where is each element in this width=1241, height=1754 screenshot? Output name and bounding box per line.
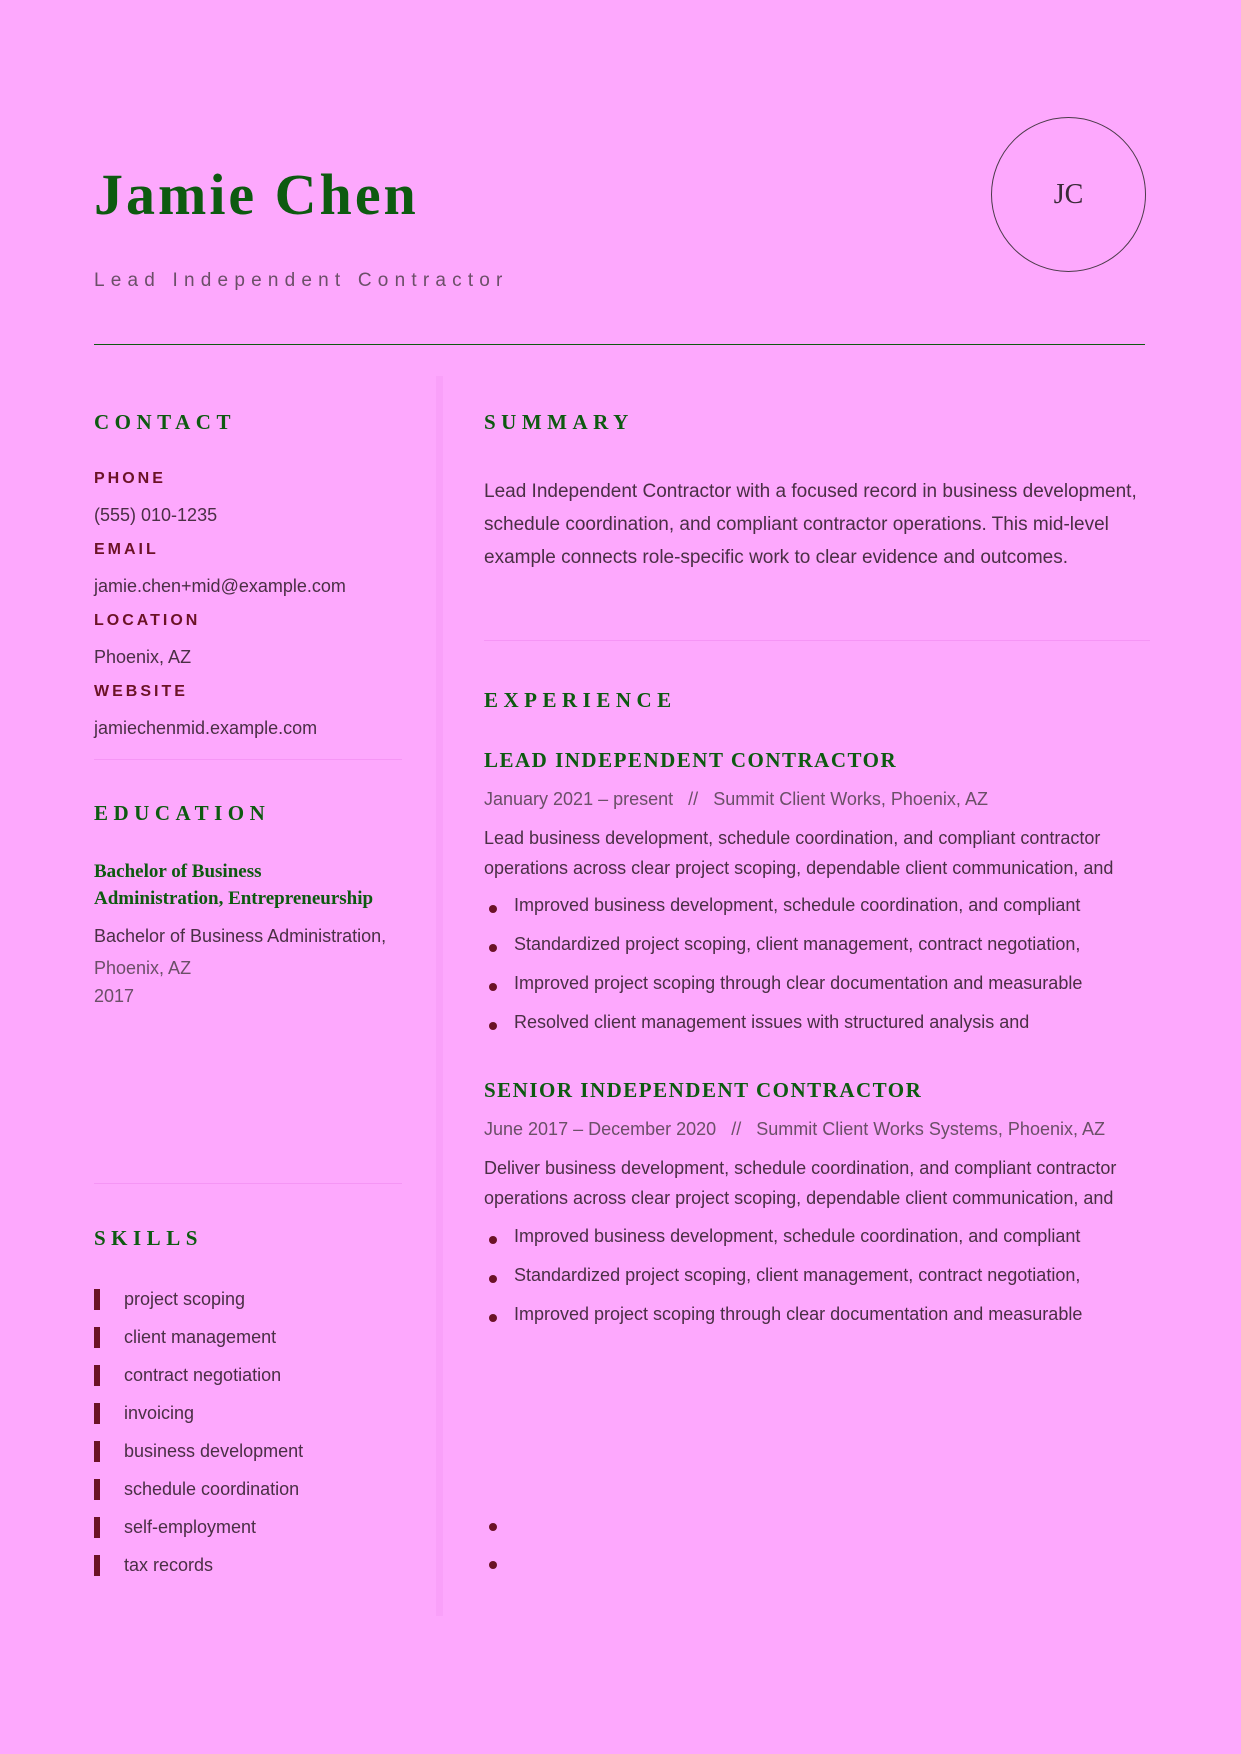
- bullet-text: Improved business development, schedule coordination, and compliant: [514, 896, 1081, 915]
- bullet-dot: [489, 1314, 497, 1322]
- job-title: SENIOR INDEPENDENT CONTRACTOR: [484, 1078, 923, 1102]
- education-location: Phoenix, AZ: [94, 958, 192, 978]
- bullet-item: [484, 974, 1154, 1013]
- job-title: LEAD INDEPENDENT CONTRACTOR: [484, 748, 898, 772]
- job-dates: January 2021 – present: [484, 789, 674, 809]
- skill-label: client management: [124, 1327, 277, 1347]
- bullet-item: [484, 935, 1154, 974]
- job-description: Lead business development, schedule coordination, and compliant contractor operations across clear project scoping, dependable client communication, and: [484, 828, 1114, 878]
- location-value: Phoenix, AZ: [94, 647, 192, 667]
- skill-item: [94, 1517, 303, 1555]
- contact-heading: CONTACT: [94, 410, 236, 434]
- bullet-text: Improved project scoping through clear documentation and measurable: [514, 1305, 1083, 1324]
- monogram-initials: JC: [1053, 178, 1084, 210]
- bullet-text: Standardized project scoping, client management, contract negotiation,: [514, 1266, 1081, 1285]
- column-divider: [436, 376, 443, 1616]
- email-value: jamie.chen+mid@example.com: [94, 576, 346, 596]
- phone-label: PHONE: [94, 470, 166, 487]
- empty-bullet-dot: [489, 1523, 497, 1531]
- empty-bullet-dot: [489, 1561, 497, 1569]
- skill-label: project scoping: [124, 1289, 246, 1309]
- bullet-dot: [489, 1275, 497, 1283]
- skills-list: [94, 1289, 303, 1593]
- skill-marker: [94, 1289, 100, 1310]
- bullet-item: [484, 1013, 1154, 1052]
- bullet-text: Resolved client management issues with structured analysis and: [514, 1013, 1030, 1032]
- education-year: 2017: [94, 986, 135, 1006]
- summary-text: Lead Independent Contractor with a focused record in business development, schedule coordination, and compliant contractor operations. This mid-level example connects role-specific work to clear evidence and outcomes.: [484, 481, 1137, 568]
- education-detail: Bachelor of Business Administration,: [94, 926, 387, 946]
- bullet-text: Standardized project scoping, client management, contract negotiation,: [514, 935, 1081, 954]
- experience-heading: EXPERIENCE: [484, 688, 677, 712]
- skill-marker: [94, 1441, 100, 1462]
- skill-item: [94, 1365, 303, 1403]
- skill-item: [94, 1403, 303, 1441]
- bullet-item: [484, 1305, 1154, 1344]
- job-company: Summit Client Works, Phoenix, AZ: [713, 789, 988, 809]
- bullet-text: Improved project scoping through clear documentation and measurable: [514, 974, 1083, 993]
- skill-marker: [94, 1479, 100, 1500]
- skill-item: [94, 1289, 303, 1327]
- skill-label: tax records: [124, 1555, 214, 1575]
- skill-label: contract negotiation: [124, 1365, 282, 1385]
- job-dates: June 2017 – December 2020: [484, 1119, 717, 1139]
- bullet-dot: [489, 905, 497, 913]
- job-company: Summit Client Works Systems, Phoenix, AZ: [756, 1119, 1105, 1139]
- bullet-item: [484, 1227, 1154, 1266]
- summary-heading: SUMMARY: [484, 410, 634, 434]
- bullet-dot: [489, 1022, 497, 1030]
- skill-marker: [94, 1555, 100, 1576]
- job-separator: //: [688, 789, 699, 809]
- skill-marker: [94, 1327, 100, 1348]
- skill-label: schedule coordination: [124, 1479, 300, 1499]
- education-heading: EDUCATION: [94, 801, 271, 825]
- bullet-text: Improved business development, schedule coordination, and compliant: [514, 1227, 1081, 1246]
- skill-label: business development: [124, 1441, 304, 1461]
- header-divider: [94, 344, 1145, 345]
- skill-label: self-employment: [124, 1517, 257, 1537]
- skill-marker: [94, 1517, 100, 1538]
- job-bullets: [484, 896, 1154, 1052]
- monogram-avatar: [991, 117, 1146, 272]
- job-separator: //: [731, 1119, 742, 1139]
- skill-item: [94, 1479, 303, 1517]
- skill-item: [94, 1441, 303, 1479]
- bullet-dot: [489, 1236, 497, 1244]
- skill-item: [94, 1555, 303, 1593]
- candidate-role: Lead Independent Contractor: [94, 270, 509, 291]
- job-meta: [484, 789, 988, 810]
- bullet-item: [484, 896, 1154, 935]
- skill-marker: [94, 1365, 100, 1386]
- education-degree: Bachelor of Business Administration, Entrepreneurship: [94, 861, 374, 909]
- skill-label: invoicing: [124, 1403, 195, 1423]
- skill-marker: [94, 1403, 100, 1424]
- job-description: Deliver business development, schedule coordination, and compliant contractor operations across clear project scoping, dependable client communication, and: [484, 1158, 1117, 1208]
- phone-value: (555) 010-1235: [94, 505, 218, 525]
- candidate-name: Jamie Chen: [94, 162, 419, 227]
- skills-heading: SKILLS: [94, 1226, 203, 1250]
- contact-divider: [94, 759, 402, 760]
- location-label: LOCATION: [94, 612, 201, 629]
- website-label: WEBSITE: [94, 683, 188, 700]
- bullet-dot: [489, 944, 497, 952]
- bullet-item: [484, 1266, 1154, 1305]
- bullet-dot: [489, 983, 497, 991]
- job-meta: [484, 1119, 1105, 1140]
- job-bullets: [484, 1227, 1154, 1344]
- email-label: EMAIL: [94, 541, 159, 558]
- website-value: jamiechenmid.example.com: [94, 718, 318, 738]
- summary-divider: [484, 640, 1150, 641]
- education-divider: [94, 1183, 402, 1184]
- skill-item: [94, 1327, 303, 1365]
